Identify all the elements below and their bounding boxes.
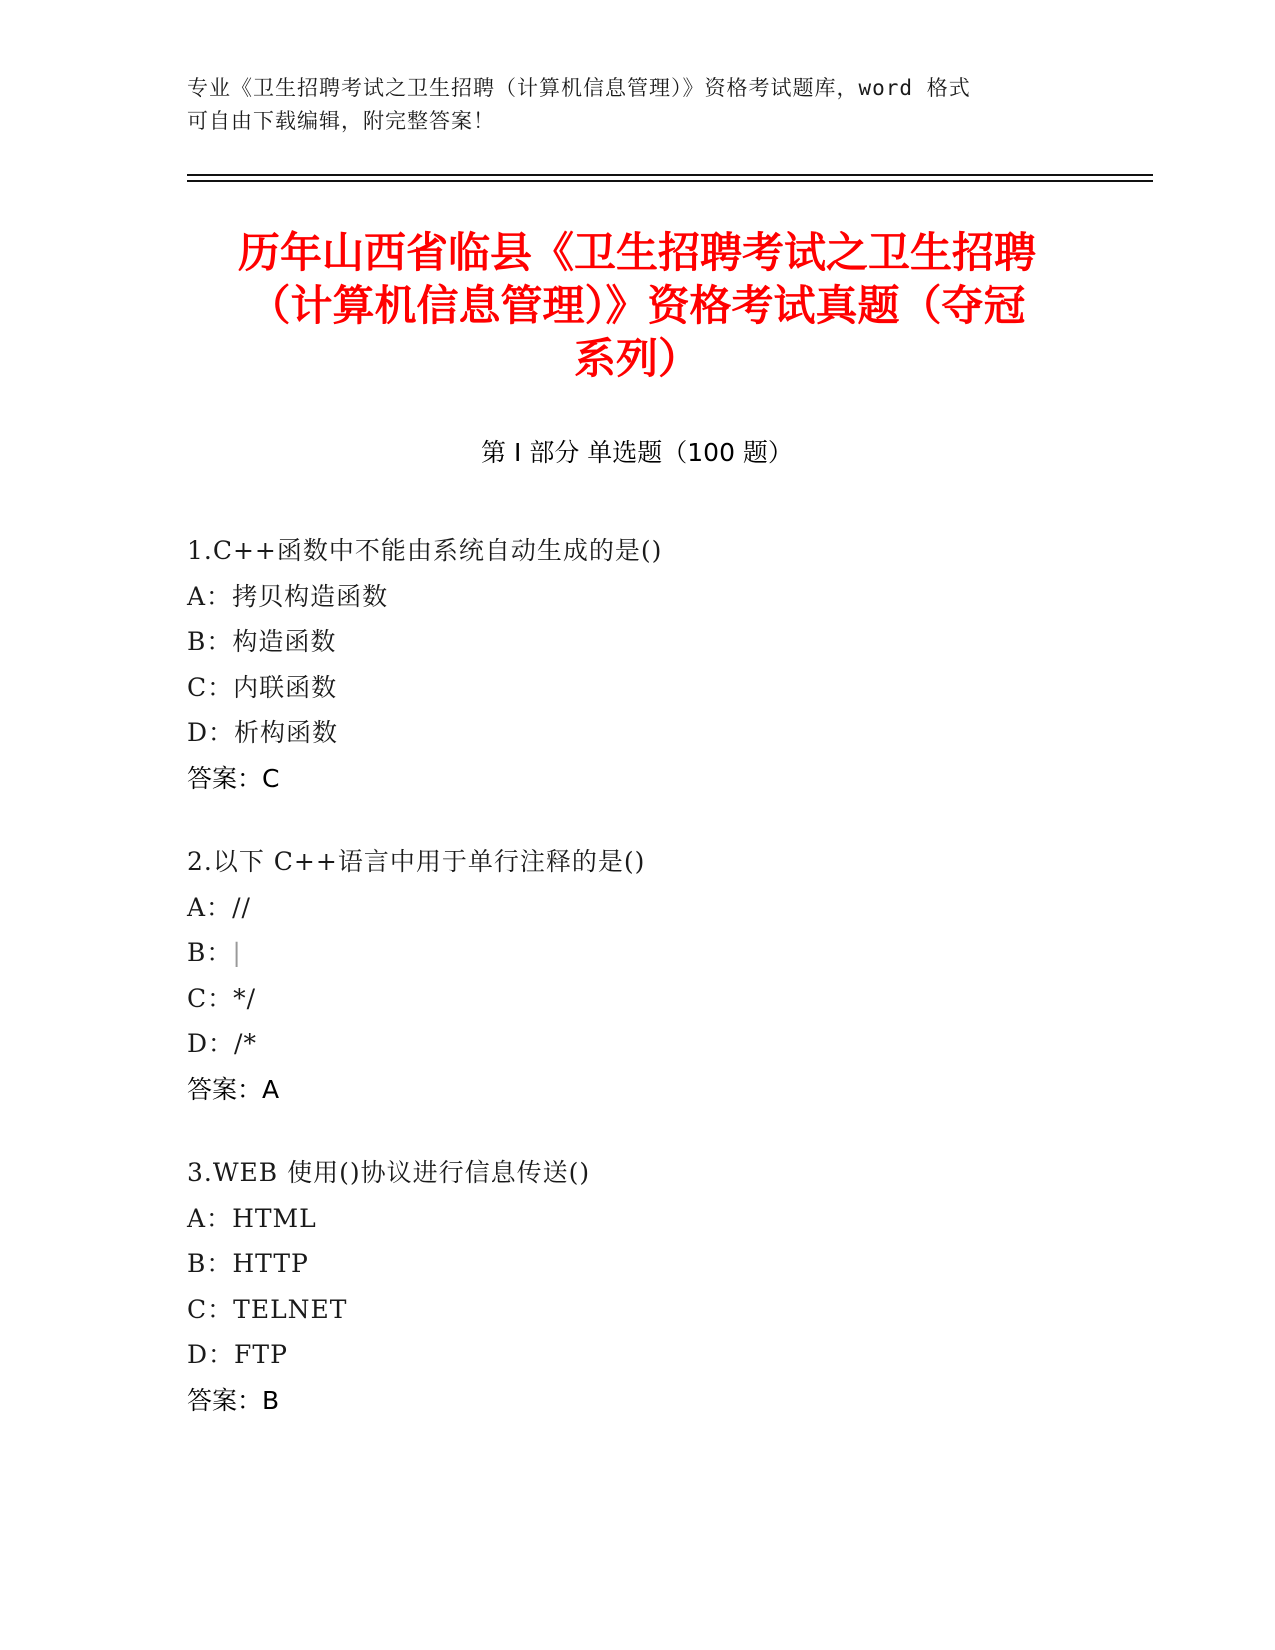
option-a bbox=[187, 574, 1107, 620]
option-d bbox=[187, 1332, 1107, 1378]
option-text: TELNET bbox=[233, 1294, 348, 1324]
option-text: 析构函数 bbox=[234, 718, 339, 747]
question-stem: 2.以下 C++语言中用于单行注释的是() bbox=[187, 847, 646, 876]
option-text: /* bbox=[234, 1029, 257, 1058]
question-2 bbox=[187, 839, 1107, 1112]
option-c bbox=[187, 976, 1107, 1022]
option-text: FTP bbox=[234, 1340, 288, 1369]
option-label: C： bbox=[187, 672, 234, 702]
section-title: 第 I 部分 单选题（100 题） bbox=[481, 438, 793, 467]
question-stem: 3.WEB 使用()协议进行信息传送() bbox=[187, 1158, 591, 1187]
option-text: */ bbox=[233, 983, 257, 1013]
header-note-line-1: 专业《卫生招聘考试之卫生招聘（计算机信息管理）》资格考试题库，word 格式 bbox=[187, 76, 971, 100]
option-a bbox=[187, 1196, 1107, 1242]
option-text: 拷贝构造函数 bbox=[232, 581, 389, 611]
option-b bbox=[187, 1241, 1107, 1287]
option-text: HTML bbox=[232, 1203, 317, 1233]
option-label: B： bbox=[187, 1249, 233, 1278]
document-title-line-1: 历年山西省临县《卫生招聘考试之卫生招聘 bbox=[237, 228, 1036, 277]
option-d bbox=[187, 1021, 1107, 1067]
option-label: C： bbox=[187, 983, 234, 1013]
question-3 bbox=[187, 1150, 1107, 1423]
question-stem: 1.C++函数中不能由系统自动生成的是() bbox=[187, 536, 663, 565]
answer: 答案：A bbox=[187, 1074, 280, 1104]
question-list bbox=[187, 528, 1107, 1461]
option-label: D： bbox=[187, 1029, 235, 1058]
option-label: A： bbox=[187, 892, 233, 922]
header-note-line-2: 可自由下载编辑，附完整答案！ bbox=[187, 109, 495, 133]
option-label: D： bbox=[187, 718, 235, 747]
option-text: 构造函数 bbox=[232, 627, 337, 656]
document-title-line-2: （计算机信息管理）》资格考试真题（夺冠 bbox=[248, 281, 1026, 330]
option-b bbox=[187, 930, 1107, 976]
option-label: A： bbox=[187, 581, 233, 611]
question-1 bbox=[187, 528, 1107, 801]
option-label: B： bbox=[187, 627, 233, 656]
option-b bbox=[187, 619, 1107, 665]
document-title-line-3: 系列） bbox=[573, 334, 700, 383]
option-label: C： bbox=[187, 1294, 234, 1324]
option-label: B： bbox=[187, 938, 233, 967]
header-note bbox=[187, 72, 1087, 138]
option-text: // bbox=[232, 892, 251, 922]
option-label: A： bbox=[187, 1203, 233, 1233]
header-divider-top bbox=[187, 174, 1153, 176]
option-label: D： bbox=[187, 1340, 235, 1369]
answer: 答案：B bbox=[187, 1385, 280, 1415]
option-text: | bbox=[232, 938, 242, 967]
option-c bbox=[187, 1287, 1107, 1333]
document-title bbox=[187, 226, 1087, 385]
option-d bbox=[187, 710, 1107, 756]
answer: 答案：C bbox=[187, 763, 280, 793]
option-text: 内联函数 bbox=[233, 672, 338, 702]
option-a bbox=[187, 885, 1107, 931]
header-divider-bottom bbox=[187, 180, 1153, 182]
option-text: HTTP bbox=[232, 1249, 309, 1278]
option-c bbox=[187, 665, 1107, 711]
